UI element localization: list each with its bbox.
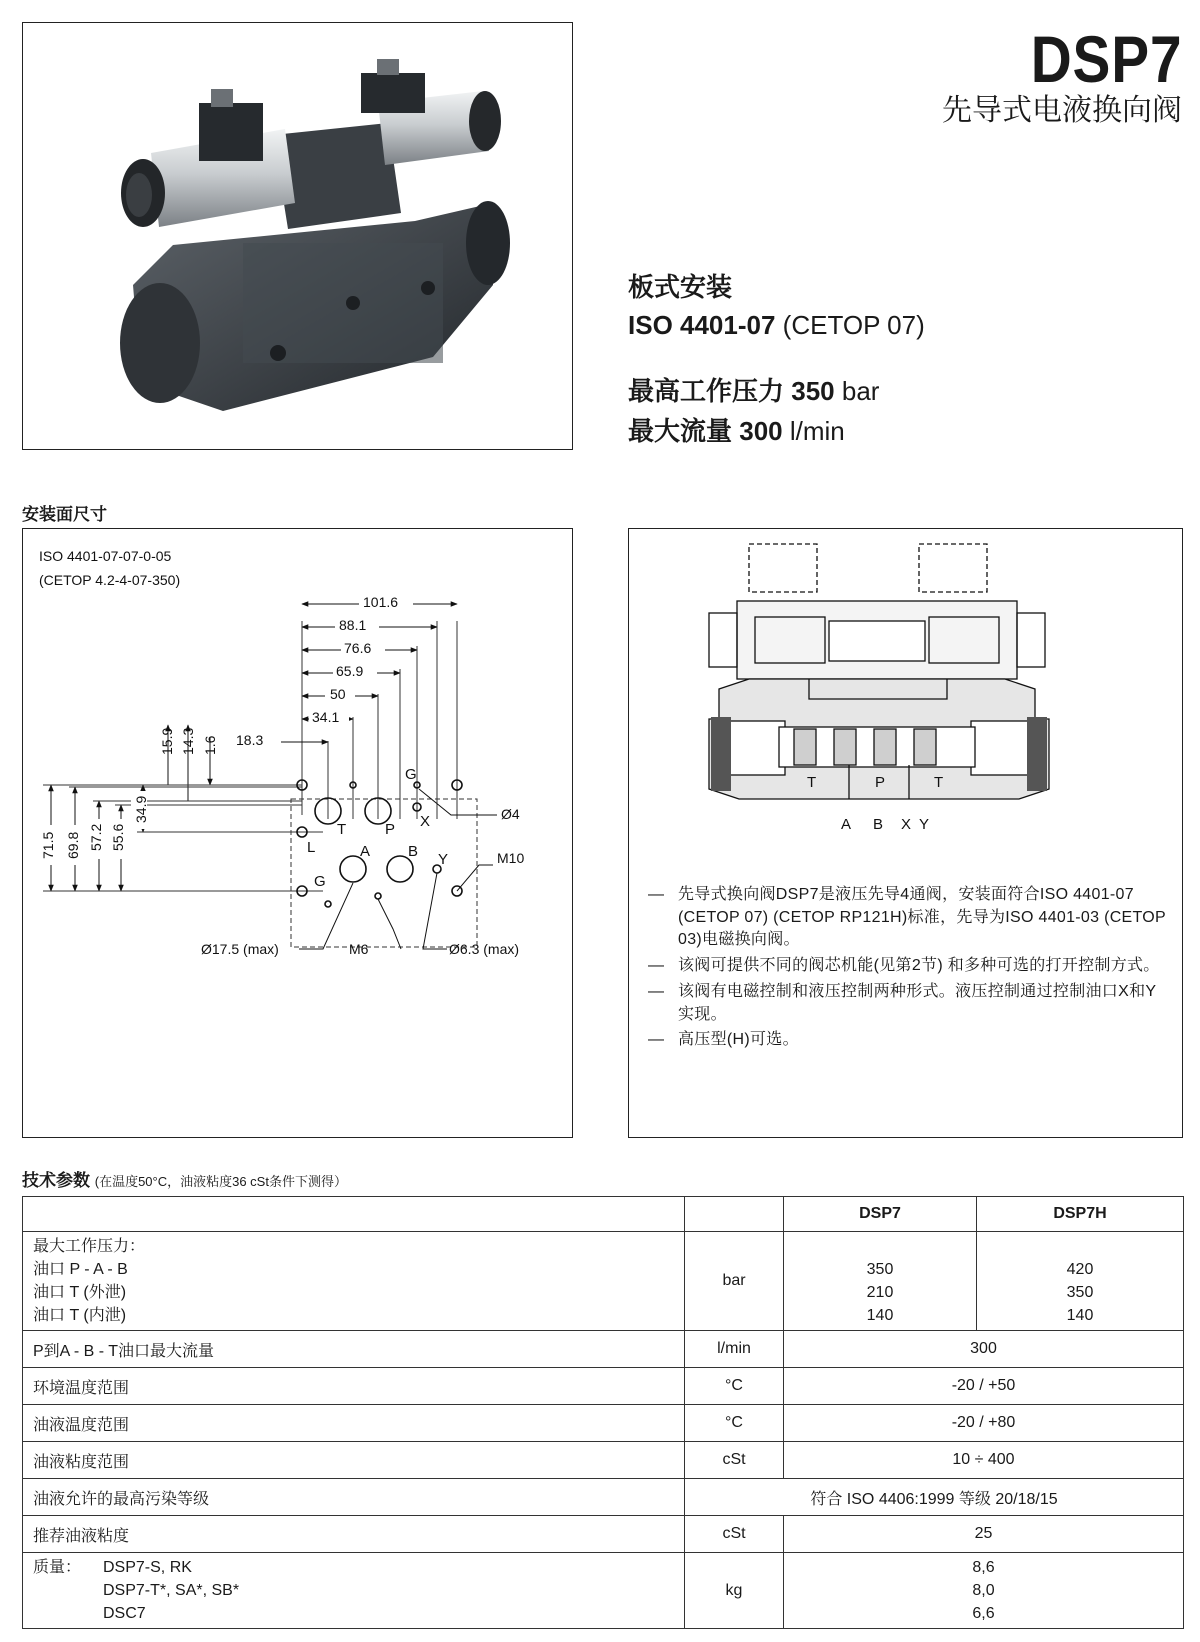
standard-line bbox=[628, 311, 925, 341]
callout-d17: Ø17.5 (max) bbox=[201, 941, 279, 957]
port-label-t: T bbox=[337, 821, 347, 838]
section-label-p: P bbox=[875, 774, 886, 791]
mass-label-cell bbox=[23, 1553, 685, 1629]
table-row bbox=[23, 1331, 1184, 1368]
table-row bbox=[23, 1479, 1184, 1516]
row-value: 25 bbox=[784, 1516, 1184, 1553]
mass-model: DSP7-S, RK bbox=[103, 1559, 192, 1576]
max-pressure-line: 最高工作压力 350 bar bbox=[628, 376, 880, 406]
mass-unit: kg bbox=[685, 1553, 784, 1629]
dsp7h-pressure-value: 140 bbox=[1066, 1307, 1094, 1324]
standard-code: ISO 4401-07 bbox=[628, 310, 776, 340]
table-row bbox=[23, 1442, 1184, 1479]
row-label: 油液允许的最高污染等级 bbox=[23, 1479, 685, 1516]
table-row bbox=[23, 1405, 1184, 1442]
section-label-b: B bbox=[873, 816, 884, 833]
dim-34-1: 34.1 bbox=[312, 709, 340, 725]
table-row-mass bbox=[23, 1553, 1184, 1629]
row-value: 300 bbox=[784, 1331, 1184, 1368]
pressure-row-label: 油口 T (内泄) bbox=[33, 1307, 127, 1324]
row-unit: cSt bbox=[685, 1442, 784, 1479]
pin-m6 bbox=[375, 893, 381, 899]
description-item: — 该阀有电磁控制和液压控制两种形式。液压控制通过控制油口X和Y实现。 bbox=[648, 981, 1168, 1026]
dim-18-3: 18.3 bbox=[236, 732, 264, 748]
row-label: 环境温度范围 bbox=[23, 1368, 685, 1405]
valve-section-drawing bbox=[629, 529, 1180, 859]
specs-section-note: (在温度50°C，油液粘度36 cSt条件下测得） bbox=[94, 1174, 347, 1189]
header-dsp7: DSP7 bbox=[784, 1197, 977, 1232]
mass-values-cell bbox=[784, 1553, 1184, 1629]
mounting-code-1: ISO 4401-07-07-0-05 bbox=[39, 548, 172, 564]
dsp7h-pressure-value: 420 bbox=[1066, 1261, 1094, 1278]
port-label-l: L bbox=[307, 839, 316, 856]
mass-value: 6,6 bbox=[972, 1605, 995, 1622]
dsp7-pressure-value: 210 bbox=[866, 1284, 894, 1301]
dim-88-1: 88.1 bbox=[339, 617, 367, 633]
table-row bbox=[23, 1516, 1184, 1553]
dsp7-pressure-cell bbox=[784, 1232, 977, 1331]
mass-label: 质量： bbox=[33, 1559, 82, 1576]
mass-value: 8,6 bbox=[972, 1559, 995, 1576]
mount-title: 板式安装 bbox=[628, 272, 733, 302]
max-flow-unit: l/min bbox=[789, 416, 845, 446]
port-label-g-bottom: G bbox=[314, 873, 326, 890]
spec-table bbox=[22, 1196, 1184, 1629]
section-label-t-right: T bbox=[934, 774, 944, 791]
dim-69-8: 69.8 bbox=[65, 831, 81, 859]
dsp7h-pressure-cell bbox=[977, 1232, 1184, 1331]
description-item: — 高压型(H)可选。 bbox=[648, 1029, 1168, 1052]
callout-d4: Ø4 bbox=[501, 806, 520, 822]
dim-1-6: 1.6 bbox=[202, 735, 218, 755]
header-blank bbox=[685, 1197, 784, 1232]
callout-m6: M6 bbox=[349, 941, 369, 957]
pressure-label-cell bbox=[23, 1232, 685, 1331]
port-label-a: A bbox=[360, 843, 371, 860]
row-value: -20 / +80 bbox=[784, 1405, 1184, 1442]
mass-value: 8,0 bbox=[972, 1582, 995, 1599]
dim-50: 50 bbox=[330, 686, 346, 702]
dsp7-pressure-value: 140 bbox=[866, 1307, 894, 1324]
row-unit: °C bbox=[685, 1368, 784, 1405]
table-header-row bbox=[23, 1197, 1184, 1232]
description-item: — 该阀可提供不同的阀芯机能(见第2节) 和多种可选的打开控制方式。 bbox=[648, 955, 1168, 978]
row-value: 10 ÷ 400 bbox=[784, 1442, 1184, 1479]
standard-cetop: (CETOP 07) bbox=[782, 310, 925, 340]
row-unit: cSt bbox=[685, 1516, 784, 1553]
max-pressure-value: 350 bbox=[791, 376, 835, 406]
product-photo bbox=[23, 23, 570, 447]
table-row-pressure bbox=[23, 1232, 1184, 1331]
port-label-b: B bbox=[408, 843, 419, 860]
row-label: 油液温度范围 bbox=[23, 1405, 685, 1442]
max-flow-value: 300 bbox=[739, 416, 783, 446]
pressure-unit: bar bbox=[685, 1232, 784, 1331]
row-value: -20 / +50 bbox=[784, 1368, 1184, 1405]
pressure-row-label: 油口 T (外泄) bbox=[33, 1284, 127, 1301]
header-blank bbox=[23, 1197, 685, 1232]
model-title: DSP7 bbox=[1030, 22, 1182, 96]
port-label-y: Y bbox=[438, 851, 449, 868]
port-label-g-top: G bbox=[405, 766, 417, 783]
pressure-row-label: 油口 P - A - B bbox=[33, 1261, 128, 1278]
callout-d63: Ø6.3 (max) bbox=[449, 941, 520, 957]
row-value: 符合 ISO 4406:1999 等级 20/18/15 bbox=[685, 1479, 1184, 1516]
section-label-a: A bbox=[841, 816, 852, 833]
description-list bbox=[648, 884, 1168, 1055]
dsp7-pressure-value: 350 bbox=[866, 1261, 894, 1278]
table-row bbox=[23, 1368, 1184, 1405]
dim-55-6: 55.6 bbox=[110, 823, 126, 851]
row-unit: l/min bbox=[685, 1331, 784, 1368]
mounting-dimension-drawing bbox=[23, 529, 570, 1135]
callout-m10: M10 bbox=[497, 850, 525, 866]
section-label-y: Y bbox=[919, 816, 930, 833]
dim-65-9: 65.9 bbox=[336, 663, 364, 679]
mounting-section-title: 安装面尺寸 bbox=[22, 505, 107, 524]
dim-76-6: 76.6 bbox=[344, 640, 372, 656]
row-label: 油液粘度范围 bbox=[23, 1442, 685, 1479]
row-unit: °C bbox=[685, 1405, 784, 1442]
port-label-x: X bbox=[420, 813, 431, 830]
model-subtitle: 先导式电液换向阀 bbox=[942, 94, 1182, 127]
product-photo-frame bbox=[22, 22, 573, 450]
mounting-code-2: (CETOP 4.2-4-07-350) bbox=[39, 572, 181, 588]
section-label-t-left: T bbox=[807, 774, 817, 791]
mass-model: DSP7-T*, SA*, SB* bbox=[103, 1582, 240, 1599]
header-dsp7h: DSP7H bbox=[977, 1197, 1184, 1232]
row-label: P到A - B - T油口最大流量 bbox=[23, 1331, 685, 1368]
dim-34-9: 34.9 bbox=[133, 795, 149, 823]
mass-model: DSC7 bbox=[103, 1605, 146, 1622]
description-item: — 先导式换向阀DSP7是液压先导4通阀，安装面符合ISO 4401-07 (CETOP 07) (CETOP RP121H)标准，先导为ISO 4401-03 (CETOP 03)电磁换向阀。 bbox=[648, 884, 1168, 952]
dim-14-3: 14.3 bbox=[180, 727, 196, 755]
max-pressure-unit: bar bbox=[841, 376, 880, 406]
mounting-drawing-frame bbox=[22, 528, 573, 1138]
pin-g-bottom bbox=[325, 901, 331, 907]
specs-section-title: 技术参数 (在温度50°C，油液粘度36 cSt条件下测得） bbox=[22, 1171, 347, 1190]
dim-101-6: 101.6 bbox=[363, 594, 399, 610]
pressure-title: 最大工作压力： bbox=[33, 1238, 146, 1255]
dim-15-9: 15.9 bbox=[159, 727, 175, 755]
max-flow-line: 最大流量 300 l/min bbox=[628, 416, 845, 446]
dim-71-5: 71.5 bbox=[40, 831, 56, 859]
dim-57-2: 57.2 bbox=[88, 823, 104, 851]
section-label-x: X bbox=[901, 816, 912, 833]
row-label: 推荐油液粘度 bbox=[23, 1516, 685, 1553]
port-label-p: P bbox=[385, 821, 396, 838]
dsp7h-pressure-value: 350 bbox=[1066, 1284, 1094, 1301]
